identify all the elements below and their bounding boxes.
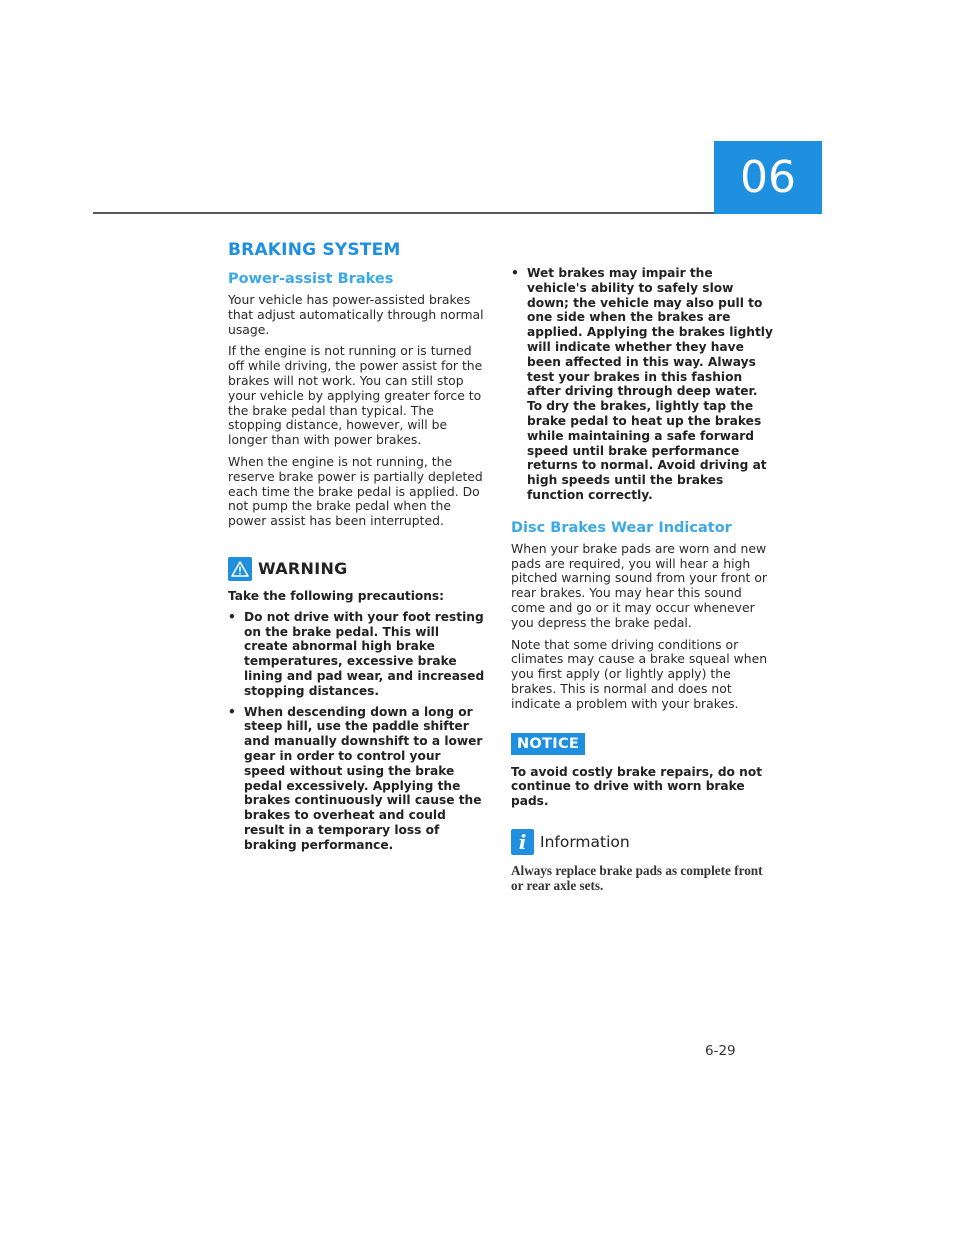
paragraph: Note that some driving conditions or climates may cause a brake squeal when you first apply (or lightly apply) the brakes. This is normal and does not indicate a problem with your brakes. — [511, 636, 768, 711]
bullet-text: Do not drive with your foot resting on the brake pedal. This will create abnormal high brake temperatures, excessive brake lining and pad wear, and increased stopping distances. — [244, 609, 485, 698]
paragraph: When the engine is not running, the reserve brake power is partially depleted each time the brake pedal is applied. Do not pump the brake pedal when the power assist has been interrupted. — [228, 453, 483, 529]
section-title: BRAKING SYSTEM — [228, 240, 401, 260]
paragraph: When your brake pads are worn and new pads are required, you will hear a high pitched warning sound from your front or rear brakes. You may hear this sound come and go or it may occur whenever you depress the brake pedal. — [511, 540, 768, 630]
warning-bullets-continued — [511, 266, 773, 503]
list-item: • Wet brakes may impair the vehicle's ability to safely slow down; the vehicle may also pull to one side when the brakes are applied. Applying the brakes lightly will indicate whether they have been affected in this way. Always test your brakes in this fashion after driving through deep water. To dry the brakes, lightly tap the brake pedal to heat up the brakes while maintaining a safe forward speed until brake performance returns to normal. Avoid driving at high speeds until the brakes function correctly. — [511, 266, 773, 502]
header-divider — [93, 212, 714, 214]
warning-title: WARNING — [258, 559, 348, 579]
bullet-text: When descending down a long or steep hill, use the paddle shifter and manually downshift to a lower gear in order to control your speed without using the brake pedal excessively. Applying the brakes continuously will cause the brakes to overheat and could result in a temporary loss of braking performance. — [244, 704, 483, 852]
subsection-title-power-assist: Power-assist Brakes — [228, 271, 394, 287]
notice-text: To avoid costly brake repairs, do not continue to drive with worn brake pads. — [511, 764, 763, 809]
warning-triangle-icon — [228, 557, 252, 581]
information-text: Always replace brake pads as complete front or rear axle sets. — [511, 862, 763, 893]
bullet-text: Wet brakes may impair the vehicle's ability to safely slow down; the vehicle may also pull to one side when the brakes are applied. Applying the brakes lightly will indicate whether they have been affected in this way. Always test your brakes in this fashion after driving through deep water. To dry the brakes, lightly tap the brake pedal to heat up the brakes while maintaining a safe forward speed until brake performance returns to normal. Avoid driving at high speeds until the brakes function correctly. — [527, 266, 773, 502]
information-title: Information — [540, 832, 630, 851]
right-column — [511, 266, 773, 893]
paragraph: If the engine is not running or is turned off while driving, the power assist for the brakes will not work. You can still stop your vehicle by applying greater force to the brake pedal than typical. The stopping distance, however, will be longer than with power brakes. — [228, 343, 483, 448]
info-icon: i — [511, 829, 534, 855]
left-column — [228, 238, 486, 859]
list-item: • When descending down a long or steep hill, use the paddle shifter and manually downshift to a lower gear in order to control your speed without using the brake pedal excessively. Applying the brakes continuously will cause the brakes to overheat and could result in a temporary loss of braking performance. — [228, 704, 483, 852]
warning-intro: Take the following precautions: — [228, 588, 445, 603]
list-item: • Do not drive with your foot resting on the brake pedal. This will create abnormal high brake temperatures, excessive brake lining and pad wear, and increased stopping distances. — [228, 609, 485, 698]
page-number: 6-29 — [705, 1043, 736, 1059]
notice-badge: NOTICE — [511, 733, 585, 755]
warning-bullets — [228, 610, 486, 853]
warning-header — [228, 557, 486, 581]
paragraph: Your vehicle has power-assisted brakes that adjust automatically through normal usage. — [228, 292, 484, 337]
subsection-title-disc-brakes: Disc Brakes Wear Indicator — [511, 519, 732, 536]
information-header — [511, 829, 773, 855]
chapter-tab: 06 — [714, 141, 822, 214]
